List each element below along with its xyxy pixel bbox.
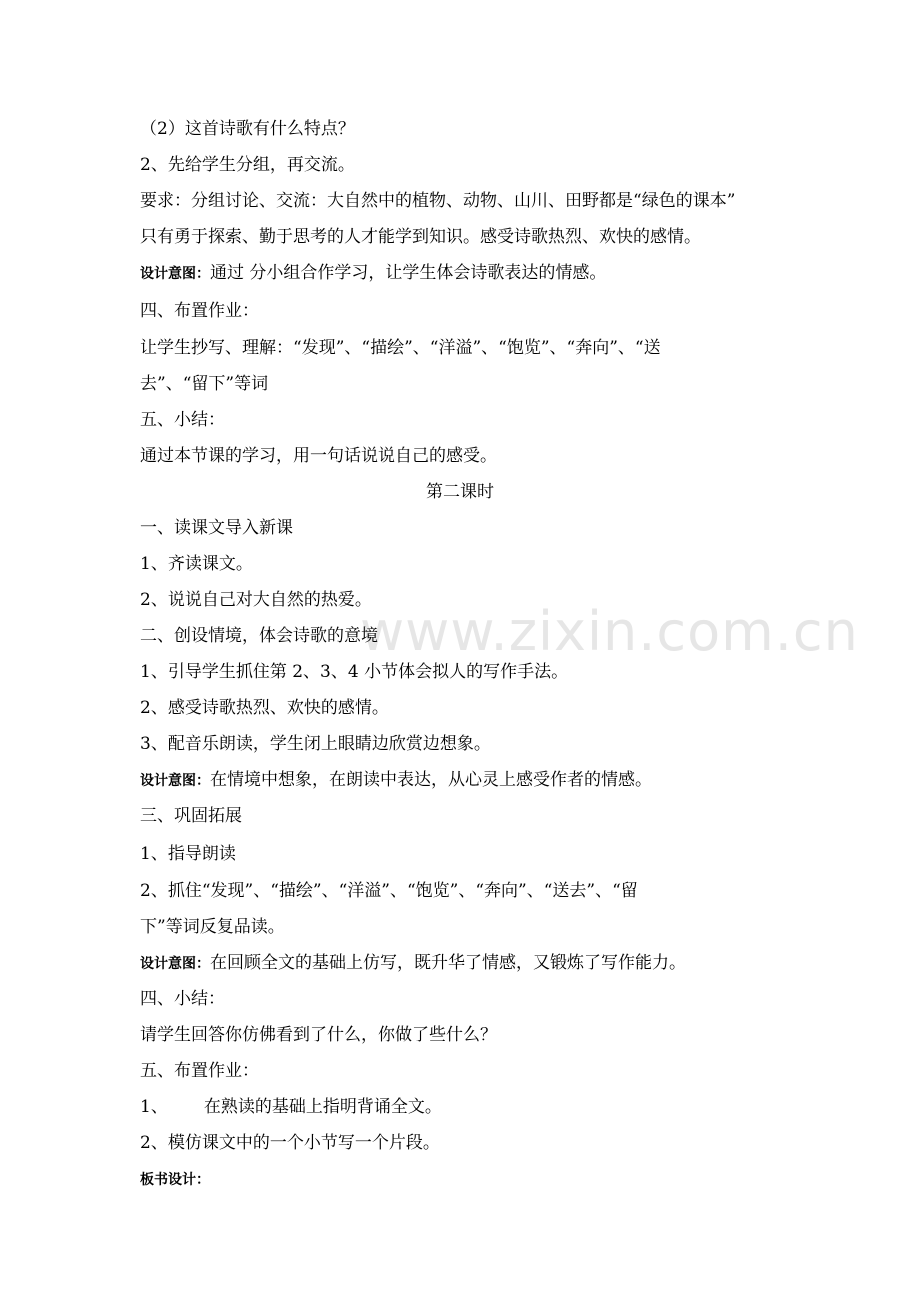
section-1-heading: 一、读课文导入新课: [140, 518, 293, 538]
item-2-1: 1、引导学生抓住第 2、3、4 小节体会拟人的写作手法。: [140, 662, 569, 682]
homework-item-1-text: 在熟读的基础上指明背诵全文。: [203, 1097, 442, 1117]
watermark: www.zixin.com.cn: [360, 600, 859, 663]
design-intent-label: 设计意图：: [140, 773, 210, 789]
design-intent-text: 在情境中想象，在朗读中表达，从心灵上感受作者的情感。: [210, 770, 652, 790]
design-intent-2: [140, 768, 790, 793]
section-3-heading: 三、巩固拓展: [140, 806, 242, 826]
design-intent-label: 设计意图：: [140, 956, 210, 972]
summary-question: 请学生回答你仿佛看到了什么，你做了些什么？: [140, 1025, 497, 1045]
requirement-line-2: 只有勇于探索、勤于思考的人才能学到知识。感受诗歌热烈、欢快的感情。: [140, 227, 701, 247]
homework-item-1: [140, 1095, 790, 1119]
homework-item-1-number: 1、: [140, 1097, 168, 1117]
item-1-1: 1、齐读课文。: [140, 554, 253, 574]
design-intent-text: 通过 分小组合作学习，让学生体会诗歌表达的情感。: [210, 263, 607, 283]
section-2-heading: 二、创设情境，体会诗歌的意境: [140, 626, 378, 646]
step-2-group: 2、先给学生分组，再交流。: [140, 155, 355, 175]
design-intent-label: 设计意图：: [140, 266, 210, 282]
homework-line-2: 去”、“留下”等词: [140, 374, 269, 394]
design-intent-3: [140, 951, 790, 976]
item-3-2-line-1: 2、抓住“发现”、“描绘”、“洋溢”、“饱览”、“奔向”、“送去”、“留: [140, 881, 638, 901]
board-design-heading: [140, 1167, 790, 1192]
item-2-2: 2、感受诗歌热烈、欢快的感情。: [140, 698, 389, 718]
homework-line-1: 让学生抄写、理解：“发现”、“描绘”、“洋溢”、“饱览”、“奔向”、“送: [140, 338, 661, 358]
board-design-label: 板书设计：: [140, 1172, 210, 1188]
section-homework: 四、布置作业：: [140, 301, 259, 321]
summary-text: 通过本节课的学习，用一句话说说自己的感受。: [140, 446, 497, 466]
lesson-2-title: 第二课时: [426, 482, 494, 502]
section-5-heading: 五、布置作业：: [140, 1061, 259, 1081]
item-3-1: 1、指导朗读: [140, 844, 236, 864]
item-1-2: 2、说说自己对大自然的热爱。: [140, 590, 372, 610]
section-summary: 五、小结：: [140, 410, 225, 430]
question-2: （2）这首诗歌有什么特点？: [140, 119, 355, 139]
item-3-2-line-2: 下”等词反复品读。: [140, 917, 285, 937]
section-4-heading: 四、小结：: [140, 989, 225, 1009]
homework-item-2: 2、模仿课文中的一个小节写一个片段。: [140, 1133, 440, 1153]
design-intent-1: [140, 261, 790, 286]
item-2-3: 3、配音乐朗读，学生闭上眼睛边欣赏边想象。: [140, 734, 491, 754]
requirement-line-1: 要求：分组讨论、交流：大自然中的植物、动物、山川、田野都是“绿色的课本”: [140, 191, 736, 211]
design-intent-text: 在回顾全文的基础上仿写，既升华了情感，又锻炼了写作能力。: [210, 953, 686, 973]
